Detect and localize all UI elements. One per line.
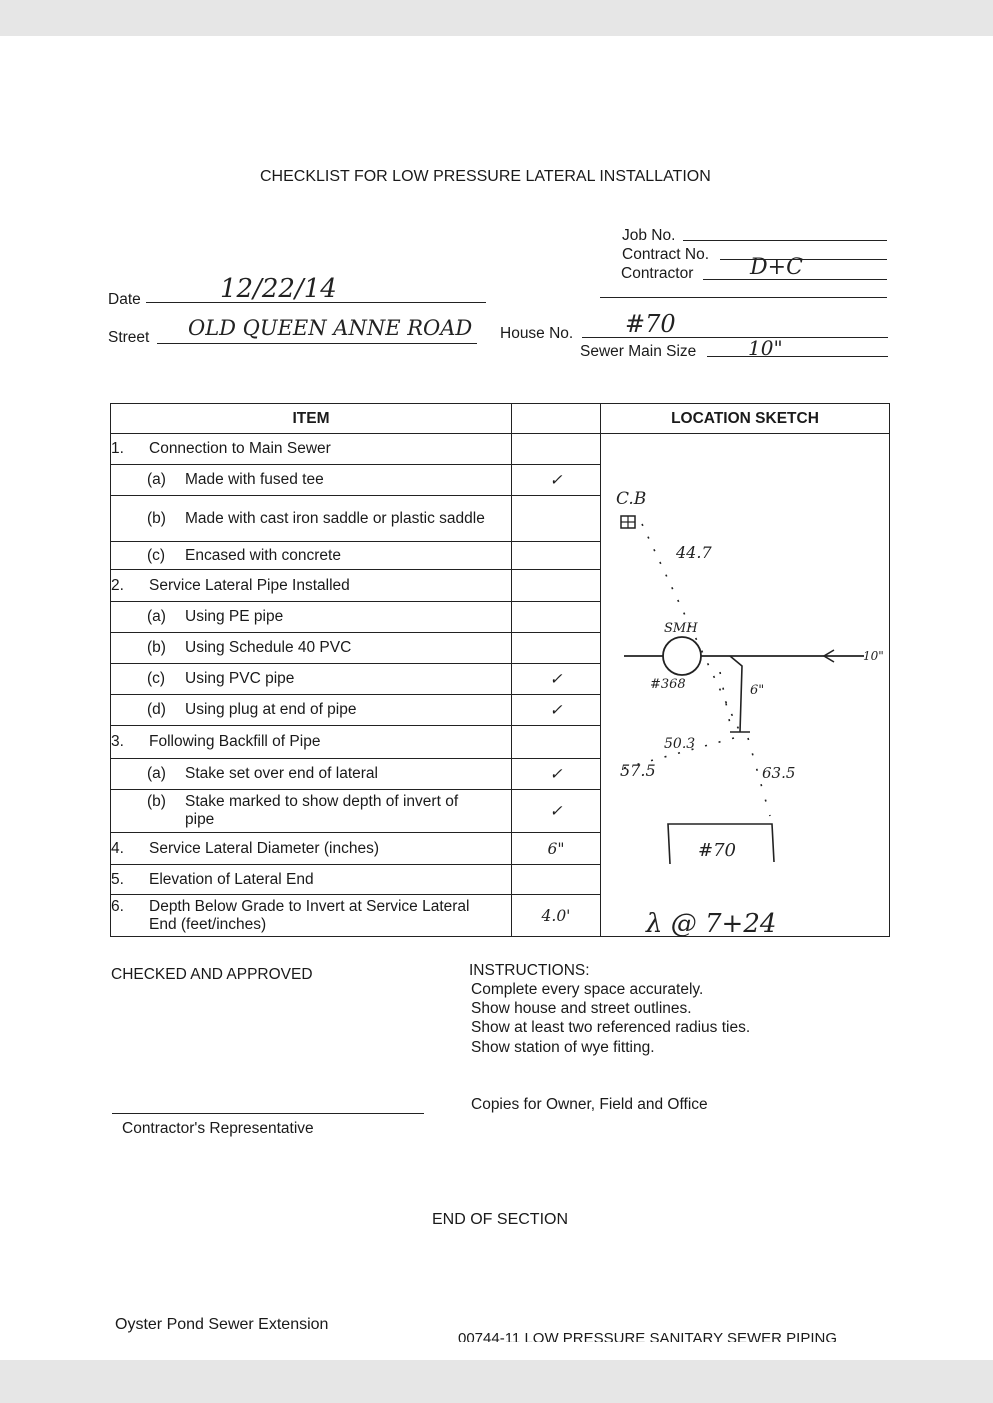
item-sub-letter: (c) (147, 546, 166, 564)
contractor-label: Contractor (621, 265, 694, 282)
item-text: Following Backfill of Pipe (149, 733, 321, 750)
house-label: #70 (698, 840, 736, 861)
item-cell (111, 833, 512, 865)
smh-label: SMH (664, 621, 698, 636)
item-sub-letter: (c) (147, 670, 166, 687)
item-text: Using plug at end of pipe (185, 701, 357, 718)
signature-line (112, 1113, 424, 1114)
cb-label: C.B (616, 489, 647, 509)
dist-635: 63.5 (762, 764, 796, 782)
copies-note: Copies for Owner, Field and Office (471, 1096, 708, 1113)
item-number: 2. (111, 576, 124, 594)
table-header-row (111, 404, 890, 434)
smh-number: #368 (650, 677, 686, 692)
check-cell: ✓ (512, 465, 601, 496)
item-cell (111, 434, 512, 465)
page-title: CHECKLIST FOR LOW PRESSURE LATERAL INSTALLATION (260, 168, 711, 185)
end-of-section: END OF SECTION (432, 1211, 569, 1228)
item-text: Connection to Main Sewer (149, 440, 331, 457)
item-sub-letter: (b) (147, 793, 166, 810)
item-number: 1. (111, 440, 124, 457)
item-sub-letter: (a) (147, 608, 166, 625)
item-column-header: ITEM (111, 404, 512, 434)
item-sub-letter: (d) (147, 701, 166, 718)
check-cell (512, 496, 601, 542)
item-cell (111, 570, 512, 602)
check-cell: ✓ (512, 664, 601, 695)
item-cell (111, 865, 512, 895)
item-text: Using PE pipe (185, 608, 284, 625)
item-cell (111, 895, 512, 937)
check-cell (512, 570, 601, 602)
item-cell (111, 695, 512, 726)
sewer-main-size-line (707, 356, 888, 357)
item-sub-letter: (a) (147, 765, 166, 782)
check-cell: ✓ (512, 790, 601, 833)
item-text: Using Schedule 40 PVC (185, 639, 352, 656)
contractor-value: D+C (750, 255, 803, 280)
check-cell (512, 865, 601, 895)
check-cell (512, 542, 601, 570)
sewer-main-size-value: 10" (748, 336, 783, 360)
dist-cb: 44.7 (676, 543, 712, 562)
check-cell (512, 602, 601, 633)
scan-bottom-band (0, 1360, 993, 1403)
item-text: Using PVC pipe (185, 670, 295, 687)
dist-503: 50.3 (664, 736, 696, 752)
contractor-rep-label: Contractor's Representative (122, 1120, 314, 1137)
contract-no-line (720, 259, 887, 260)
item-number: 6. (111, 897, 124, 915)
section-ref: 00744-11 LOW PRESSURE SANITARY SEWER PIPING (458, 1330, 838, 1342)
item-number: 5. (111, 870, 124, 888)
check-cell (512, 726, 601, 759)
item-cell (111, 496, 512, 542)
street-value: OLD QUEEN ANNE ROAD (188, 316, 473, 340)
item-cell (111, 790, 512, 833)
sewer-main-size-label: Sewer Main Size (580, 343, 697, 360)
checked-approved-label: CHECKED AND APPROVED (111, 966, 313, 983)
check-cell: ✓ (512, 695, 601, 726)
item-text: Made with cast iron saddle or plastic saddle (185, 509, 485, 527)
item-cell (111, 726, 512, 759)
item-text: Encased with concrete (185, 546, 341, 564)
catch-basin-icon (621, 516, 635, 528)
item-text: Elevation of Lateral End (149, 870, 314, 888)
street-label: Street (108, 329, 150, 346)
item-sub-letter: (a) (147, 471, 166, 488)
dist-575: 57.5 (620, 761, 656, 780)
job-no-label: Job No. (622, 227, 676, 244)
location-sketch-header: LOCATION SKETCH (601, 404, 890, 434)
item-cell (111, 602, 512, 633)
item-number: 4. (111, 839, 124, 857)
item-text: Stake marked to show depth of invert of pipe (185, 793, 459, 828)
check-cell: 6" (512, 833, 601, 865)
project-name: Oyster Pond Sewer Extension (115, 1316, 329, 1333)
date-value: 12/22/14 (220, 274, 337, 304)
main-size-label: 10" (863, 649, 884, 663)
tie-dots-left (720, 672, 730, 724)
check-cell: 4.0' (512, 895, 601, 937)
wye-station: λ @ 7+24 (646, 909, 777, 939)
item-cell (111, 759, 512, 790)
item-cell (111, 664, 512, 695)
check-cell: ✓ (512, 759, 601, 790)
street-line (157, 343, 477, 344)
item-sub-letter: (b) (147, 639, 166, 656)
item-text: Service Lateral Diameter (inches) (149, 839, 380, 857)
instruction-line: Show house and street outlines. (471, 1000, 692, 1017)
item-cell (111, 542, 512, 570)
instruction-line: Show at least two referenced radius ties. (471, 1019, 751, 1036)
instructions-title: INSTRUCTIONS: (469, 962, 590, 979)
scan-top-band (0, 0, 993, 36)
item-text: Made with fused tee (185, 471, 324, 488)
date-label: Date (108, 291, 141, 308)
instruction-line: Show station of wye fitting. (471, 1039, 655, 1056)
house-no-label: House No. (500, 325, 574, 342)
item-text: Stake set over end of lateral (185, 765, 379, 782)
lateral-size-label: 6" (750, 683, 765, 698)
house-no-value: #70 (625, 310, 676, 338)
contract-no-label: Contract No. (622, 246, 710, 263)
instruction-line: Complete every space accurately. (471, 981, 704, 998)
item-cell (111, 633, 512, 664)
check-cell (512, 434, 601, 465)
extra-line (600, 297, 887, 298)
item-number: 3. (111, 733, 124, 750)
location-sketch (602, 432, 888, 944)
item-text: Depth Below Grade to Invert at Service Lateral End (feet/inches) (149, 897, 470, 933)
check-column-header (512, 404, 601, 434)
item-cell (111, 465, 512, 496)
item-sub-letter: (b) (147, 509, 166, 527)
check-cell (512, 633, 601, 664)
manhole-icon (663, 637, 701, 675)
lateral-line (730, 656, 742, 732)
item-text: Service Lateral Pipe Installed (149, 576, 350, 594)
job-no-line (683, 240, 887, 241)
